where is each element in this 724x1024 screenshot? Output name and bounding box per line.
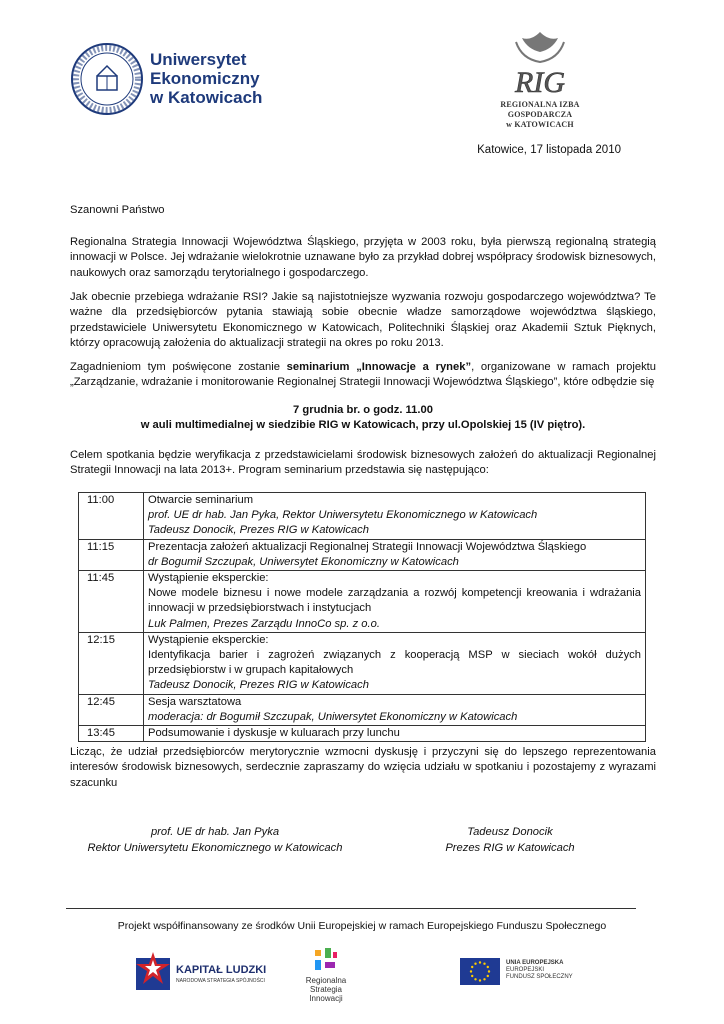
program-detail: Identyfikacja barier i zagrożeń związanych z kooperacją MSP w sieciach wokół dużych przedsiębiorstw i w grupach kapitałowych: [148, 649, 641, 677]
signature-role: Prezes RIG w Katowicach: [445, 842, 575, 854]
paragraph-2: Jak obecnie przebiega wdrażanie RSI? Jakie są najistotniejsze wyzwania rozwoju gospodarczego województwa? Te ważne dla przedsiębiorców pytania stawiają sobie obecnie władze samorządowe województwa śląskiego, przedstawiciele Uniwersytetu Ekonomicznego w Katowicach, Politechniki Śląskiej oraz Akademii Sztuk Pięknych, którzy opracowują założenia do aktualizacji strategii na okres po roku 2013.: [70, 291, 656, 349]
program-row: [79, 694, 646, 725]
rsi-line: Strategia: [309, 985, 343, 994]
letter-date: Katowice, 17 listopada 2010: [477, 144, 621, 156]
program-content: [144, 571, 646, 633]
program-time: 12:45: [79, 694, 144, 725]
program-content: [144, 632, 646, 694]
eu-line: EUROPEJSKI: [506, 967, 545, 973]
program-content: [144, 493, 646, 540]
rig-name-line: w KATOWICACH: [506, 120, 574, 129]
ue-logo: [70, 42, 270, 122]
program-title: Wystąpienie eksperckie:: [148, 633, 269, 646]
seminar-name: seminarium „Innowacje a rynek”: [286, 361, 472, 373]
eu-star-icon: [470, 970, 472, 972]
program-row: [79, 571, 646, 633]
paragraph-4: Celem spotkania będzie weryfikacja z przedstawicielami środowisk biznesowych założeń do aktualizacji Regionalnej Strategii Innowacji na lata 2013+. Program seminarium przedstawia się następująco:: [70, 449, 656, 477]
university-seal-icon: [70, 42, 144, 116]
program-title: Sesja warsztatowa: [148, 695, 242, 708]
program-speaker: prof. UE dr hab. Jan Pyka, Rektor Uniwersytetu Ekonomicznego w Katowicach: [148, 509, 538, 522]
rig-logo: [476, 28, 604, 128]
program-title: Wystąpienie eksperckie:: [148, 572, 269, 585]
eu-line: FUNDUSZ SPOŁECZNY: [506, 974, 573, 980]
event-details: [70, 403, 656, 434]
eu-text: [506, 960, 573, 981]
program-speaker: Tadeusz Donocik, Prezes RIG w Katowicach: [148, 524, 369, 537]
eu-star-icon: [471, 975, 473, 977]
paragraph-3-before: Zagadnieniom tym poświęcone zostanie: [70, 361, 287, 373]
program-table: [78, 492, 646, 742]
event-datetime: 7 grudnia br. o godz. 11.00: [293, 404, 433, 416]
signature-role: Rektor Uniwersytetu Ekonomicznego w Katowicach: [87, 842, 343, 854]
eu-star-icon: [471, 966, 473, 968]
ue-name-line: Ekonomiczny: [150, 69, 260, 88]
signature-name: prof. UE dr hab. Jan Pyka: [150, 826, 280, 838]
program-speaker: Luk Palmen, Prezes Zarządu InnoCo sp. z o.o.: [148, 617, 380, 630]
rsi-logo: [296, 948, 356, 1008]
footer-note: Projekt współfinansowany ze środków Unii Europejskiej w ramach Europejskiego Funduszu Społecznego: [117, 920, 607, 932]
paragraph-3: [70, 360, 656, 391]
program-row: [79, 539, 646, 570]
rig-name-line: REGIONALNA IZBA GOSPODARCZA: [500, 100, 580, 119]
eu-star-icon: [474, 978, 476, 980]
eu-star-icon: [479, 961, 481, 963]
signature-left: [70, 824, 360, 856]
rsi-icon: [311, 948, 341, 976]
rsi-line: Innowacji: [309, 994, 343, 1003]
program-title: Prezentacja założeń aktualizacji Regionalnej Strategii Innowacji Województwa Śląskiego: [148, 540, 587, 553]
eu-star-icon: [487, 966, 489, 968]
program-content: [144, 726, 646, 742]
rig-monogram: RIG: [515, 66, 565, 99]
paragraph-3-after: , organizowane w ramach projektu „Zarządzanie, wdrażanie i monitorowanie Regionalnej Strategii Innowacji Województwa Śląskiego”, które odbędzie się: [70, 361, 656, 389]
program-row: [79, 632, 646, 694]
program-time: 11:45: [79, 571, 144, 633]
program-time: 11:15: [79, 539, 144, 570]
university-name: [150, 50, 262, 107]
kapital-ludzki-icon: [136, 952, 172, 992]
kapital-ludzki-subtitle: NARODOWA STRATEGIA SPÓJNOŚCI: [176, 978, 265, 984]
eu-star-icon: [488, 970, 490, 972]
program-speaker: Tadeusz Donocik, Prezes RIG w Katowicach: [148, 679, 369, 692]
program-time: 11:00: [79, 493, 144, 540]
program-detail: Nowe modele biznesu i nowe modele zarządzania a rozwój kompetencji kreowania i wdrażania innowacji w przedsiębiorstwach i instytucjach: [148, 587, 641, 615]
eu-star-icon: [479, 979, 481, 981]
eu-line: UNIA EUROPEJSKA: [506, 960, 564, 966]
event-location: w auli multimedialnej w siedzibie RIG w Katowicach, przy ul.Opolskiej 15 (IV piętro).: [140, 419, 586, 432]
ue-name-line: w Katowicach: [150, 88, 263, 107]
kapital-ludzki-title: KAPITAŁ LUDZKI: [176, 964, 267, 976]
eu-flag-icon: [460, 958, 500, 985]
program-title: Otwarcie seminarium: [148, 494, 254, 506]
footer-divider: [66, 908, 636, 909]
eagle-emblem-icon: [476, 28, 604, 100]
program-content: [144, 694, 646, 725]
rsi-line: Regionalna: [305, 976, 347, 985]
program-time: 13:45: [79, 726, 144, 742]
program-speaker: moderacja: dr Bogumił Szczupak, Uniwersytet Ekonomiczny w Katowicach: [148, 710, 518, 723]
program-row: [79, 493, 646, 540]
eu-star-icon: [487, 975, 489, 977]
program-title: Podsumowanie i dyskusje w kuluarach przy lunchu: [148, 727, 400, 740]
greeting: Szanowni Państwo: [70, 204, 165, 216]
signature-name: Tadeusz Donocik: [467, 826, 553, 838]
eu-logo: [460, 958, 600, 986]
eu-star-icon: [483, 963, 485, 965]
paragraph-1: Regionalna Strategia Innowacji Województwa Śląskiego, przyjęta w 2003 roku, była pierwszą regionalną strategią innowacji w Polsce. Jej wdrażanie wielokrotnie uznawane było za przykład dobrej współpracy środowisk biznesowych, naukowych oraz samorządu terytorialnego i gospodarczego.: [70, 236, 656, 279]
signature-right: [430, 824, 590, 856]
kapital-ludzki-logo: [136, 950, 266, 994]
program-row: [79, 726, 646, 742]
ue-name-line: Uniwersytet: [150, 50, 247, 69]
eu-star-icon: [483, 978, 485, 980]
eu-star-icon: [474, 963, 476, 965]
paragraph-5: Licząc, że udział przedsiębiorców merytorycznie wzmocni dyskusję i przyczyni się do lepszego reprezentowania interesów środowisk biznesowych, serdecznie zapraszamy do wzięcia udziału w spotkaniu i pozostajemy z wyrazami szacunku: [70, 746, 656, 789]
program-speaker: dr Bogumił Szczupak, Uniwersytet Ekonomiczny w Katowicach: [148, 555, 459, 568]
program-content: [144, 539, 646, 570]
program-time: 12:15: [79, 632, 144, 694]
